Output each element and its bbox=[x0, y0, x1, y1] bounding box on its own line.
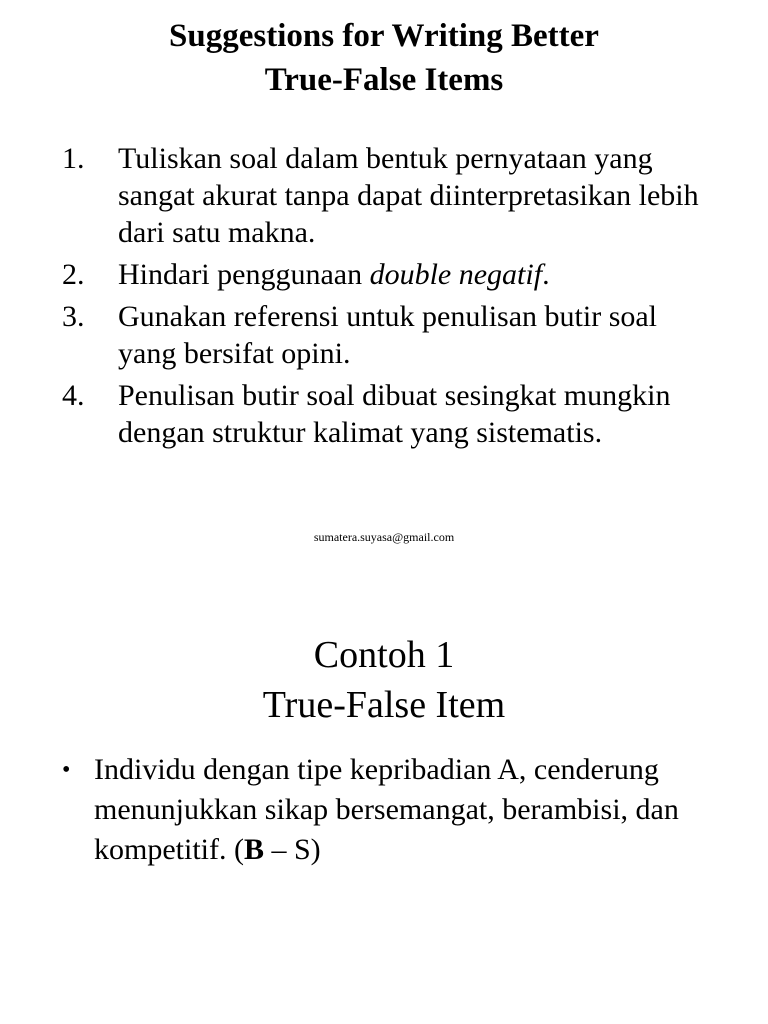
list-item bbox=[62, 256, 722, 293]
example-list bbox=[62, 750, 702, 870]
item-text: Penulisan butir soal dibuat sesingkat mungkin dengan struktur kalimat yang sistematis. bbox=[118, 379, 671, 449]
item-number: 4. bbox=[62, 379, 85, 412]
item-number: 1. bbox=[62, 142, 85, 175]
slide-title bbox=[0, 630, 768, 730]
item-text-italic: double negatif bbox=[369, 258, 543, 291]
item-text: Tuliskan soal dalam bentuk pernyataan yang sangat akurat tanpa dapat diinterpretasikan lebih dari satu makna. bbox=[118, 142, 699, 249]
slide-example bbox=[0, 600, 768, 1024]
footer-email: sumatera.suyasa@gmail.com bbox=[313, 530, 455, 544]
slide-title-line-2: True-False Items bbox=[264, 62, 504, 98]
item-text bbox=[94, 753, 679, 866]
list-item bbox=[62, 750, 702, 870]
suggestion-list bbox=[62, 140, 722, 456]
item-text bbox=[118, 258, 550, 291]
slide-title-line-1: Contoh 1 bbox=[313, 634, 455, 676]
item-text-tail: – S) bbox=[264, 833, 321, 866]
item-text: Gunakan referensi untuk penulisan butir soal yang bersifat opini. bbox=[118, 300, 658, 370]
item-text-lead: Hindari penggunaan bbox=[118, 258, 370, 291]
list-item bbox=[62, 298, 722, 372]
item-text-end: . bbox=[542, 258, 550, 291]
list-item bbox=[62, 140, 722, 251]
slide-title bbox=[0, 14, 768, 102]
slide-title-line-1: Suggestions for Writing Better bbox=[169, 18, 599, 54]
slide-title-line-2: True-False Item bbox=[262, 684, 506, 726]
list-item bbox=[62, 377, 722, 451]
answer-key: B bbox=[243, 833, 264, 866]
item-number: 3. bbox=[62, 300, 85, 333]
bullet-icon: • bbox=[62, 757, 71, 783]
item-text-body: Individu dengan tipe kepribadian A, cenderung menunjukkan sikap bersemangat, berambisi, dan kompetitif. ( bbox=[94, 753, 679, 866]
item-number: 2. bbox=[62, 258, 85, 291]
